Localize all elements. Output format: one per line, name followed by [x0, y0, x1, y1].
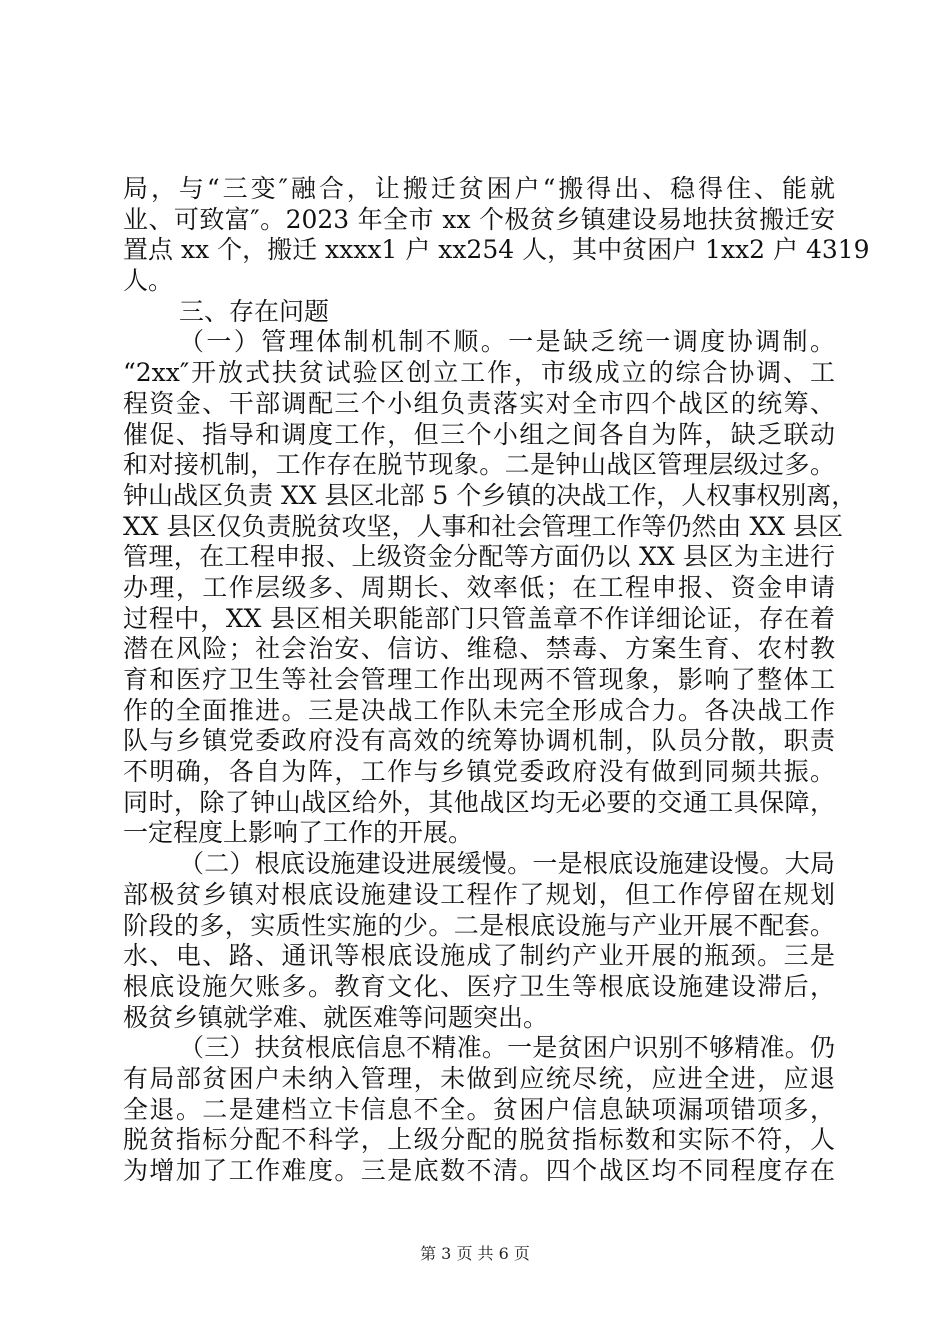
text-line: 全退。二是建档立卡信息不全。贫困户信息缺项漏项错项多， — [123, 1094, 835, 1124]
text-line: 队与乡镇党委政府没有高效的统筹协调机制，队员分散，职责 — [123, 726, 835, 756]
text-line: （一）管理体制机制不顺。一是缺乏统一调度协调制。 — [179, 327, 835, 357]
text-line: XX 县区仅负责脱贫攻坚，人事和社会管理工作等仍然由 XX 县区 — [123, 511, 844, 541]
text-line: 极贫乡镇就学难、就医难等问题突出。 — [123, 1002, 549, 1032]
text-line: （三）扶贫根底信息不精准。一是贫困户识别不够精准。仍 — [179, 1033, 835, 1063]
text-line: 人。 — [123, 266, 174, 296]
text-line: 为增加了工作难度。三是底数不清。四个战区均不同程度存在 — [123, 1156, 835, 1185]
text-line: 有局部贫困户未纳入管理，未做到应统尽统，应进全进，应退 — [123, 1063, 835, 1093]
paragraph-information — [123, 1033, 835, 1186]
text-line: 同时，除了钟山战区给外，其他战区均无必要的交通工具保障， — [123, 787, 835, 817]
text-line: “2xx″开放式扶贫试验区创立工作，市级成立的综合协调、工 — [123, 358, 835, 388]
text-line: 作的全面推进。三是决战工作队未完全形成合力。各决战工作 — [123, 695, 835, 725]
text-line: 一定程度上影响了工作的开展。 — [123, 818, 474, 848]
text-line: 根底设施欠账多。教育文化、医疗卫生等根底设施建设滞后， — [123, 971, 835, 1001]
text-line: 过程中，XX 县区相关职能部门只管盖章不作详细论证，存在着 — [123, 603, 835, 633]
text-line: 催促、指导和调度工作，但三个小组之间各自为阵，缺乏联动 — [123, 419, 835, 449]
text-line: 办理，工作层级多、周期长、效率低；在工程申报、资金申请 — [123, 572, 835, 602]
text-line: 脱贫指标分配不科学，上级分配的脱贫指标数和实际不符，人 — [123, 1125, 835, 1155]
text-line: 管理，在工程申报、上级资金分配等方面仍以 XX 县区为主进行 — [123, 542, 835, 572]
text-line: 业、可致富″。2023 年全市 xx 个极贫乡镇建设易地扶贫搬迁安 — [123, 204, 835, 234]
text-line: 阶段的多，实质性实施的少。二是根底设施与产业开展不配套。 — [123, 910, 835, 940]
text-line: 水、电、路、通讯等根底设施成了制约产业开展的瓶颈。三是 — [123, 941, 835, 971]
text-line: 程资金、干部调配三个小组负责落实对全市四个战区的统筹、 — [123, 388, 835, 418]
text-line: 局，与“三变″融合，让搬迁贫困户“搬得出、稳得住、能就 — [123, 174, 835, 203]
text-line: （二）根底设施建设进展缓慢。一是根底设施建设慢。大局 — [179, 849, 835, 879]
paragraph-management-issues — [123, 327, 857, 849]
text-line: 不明确，各自为阵，工作与乡镇党委政府没有做到同频共振。 — [123, 757, 835, 787]
text-line: 和对接机制，工作存在脱节现象。二是钟山战区管理层级过多。 — [123, 450, 835, 480]
page-number: 第 3 页 共 6 页 — [420, 1244, 530, 1263]
document-body — [123, 174, 870, 1187]
paragraph-infrastructure — [123, 849, 835, 1033]
text-line: 潜在风险；社会治安、信访、维稳、禁毒、方案生育、农村教 — [123, 634, 835, 664]
text-line: 部极贫乡镇对根底设施建设工程作了规划，但工作停留在规划 — [123, 879, 835, 909]
section-heading: 三、存在问题 — [179, 296, 330, 326]
text-line: 钟山战区负责 XX 县区北部 5 个乡镇的决战工作，人权事权别离， — [123, 480, 857, 510]
text-line: 育和医疗卫生等社会管理工作出现两不管现象，影响了整体工 — [123, 665, 835, 694]
text-line: 置点 xx 个，搬迁 xxxx1 户 xx254 人，其中贫困户 1xx2 户 4319 — [123, 235, 870, 265]
